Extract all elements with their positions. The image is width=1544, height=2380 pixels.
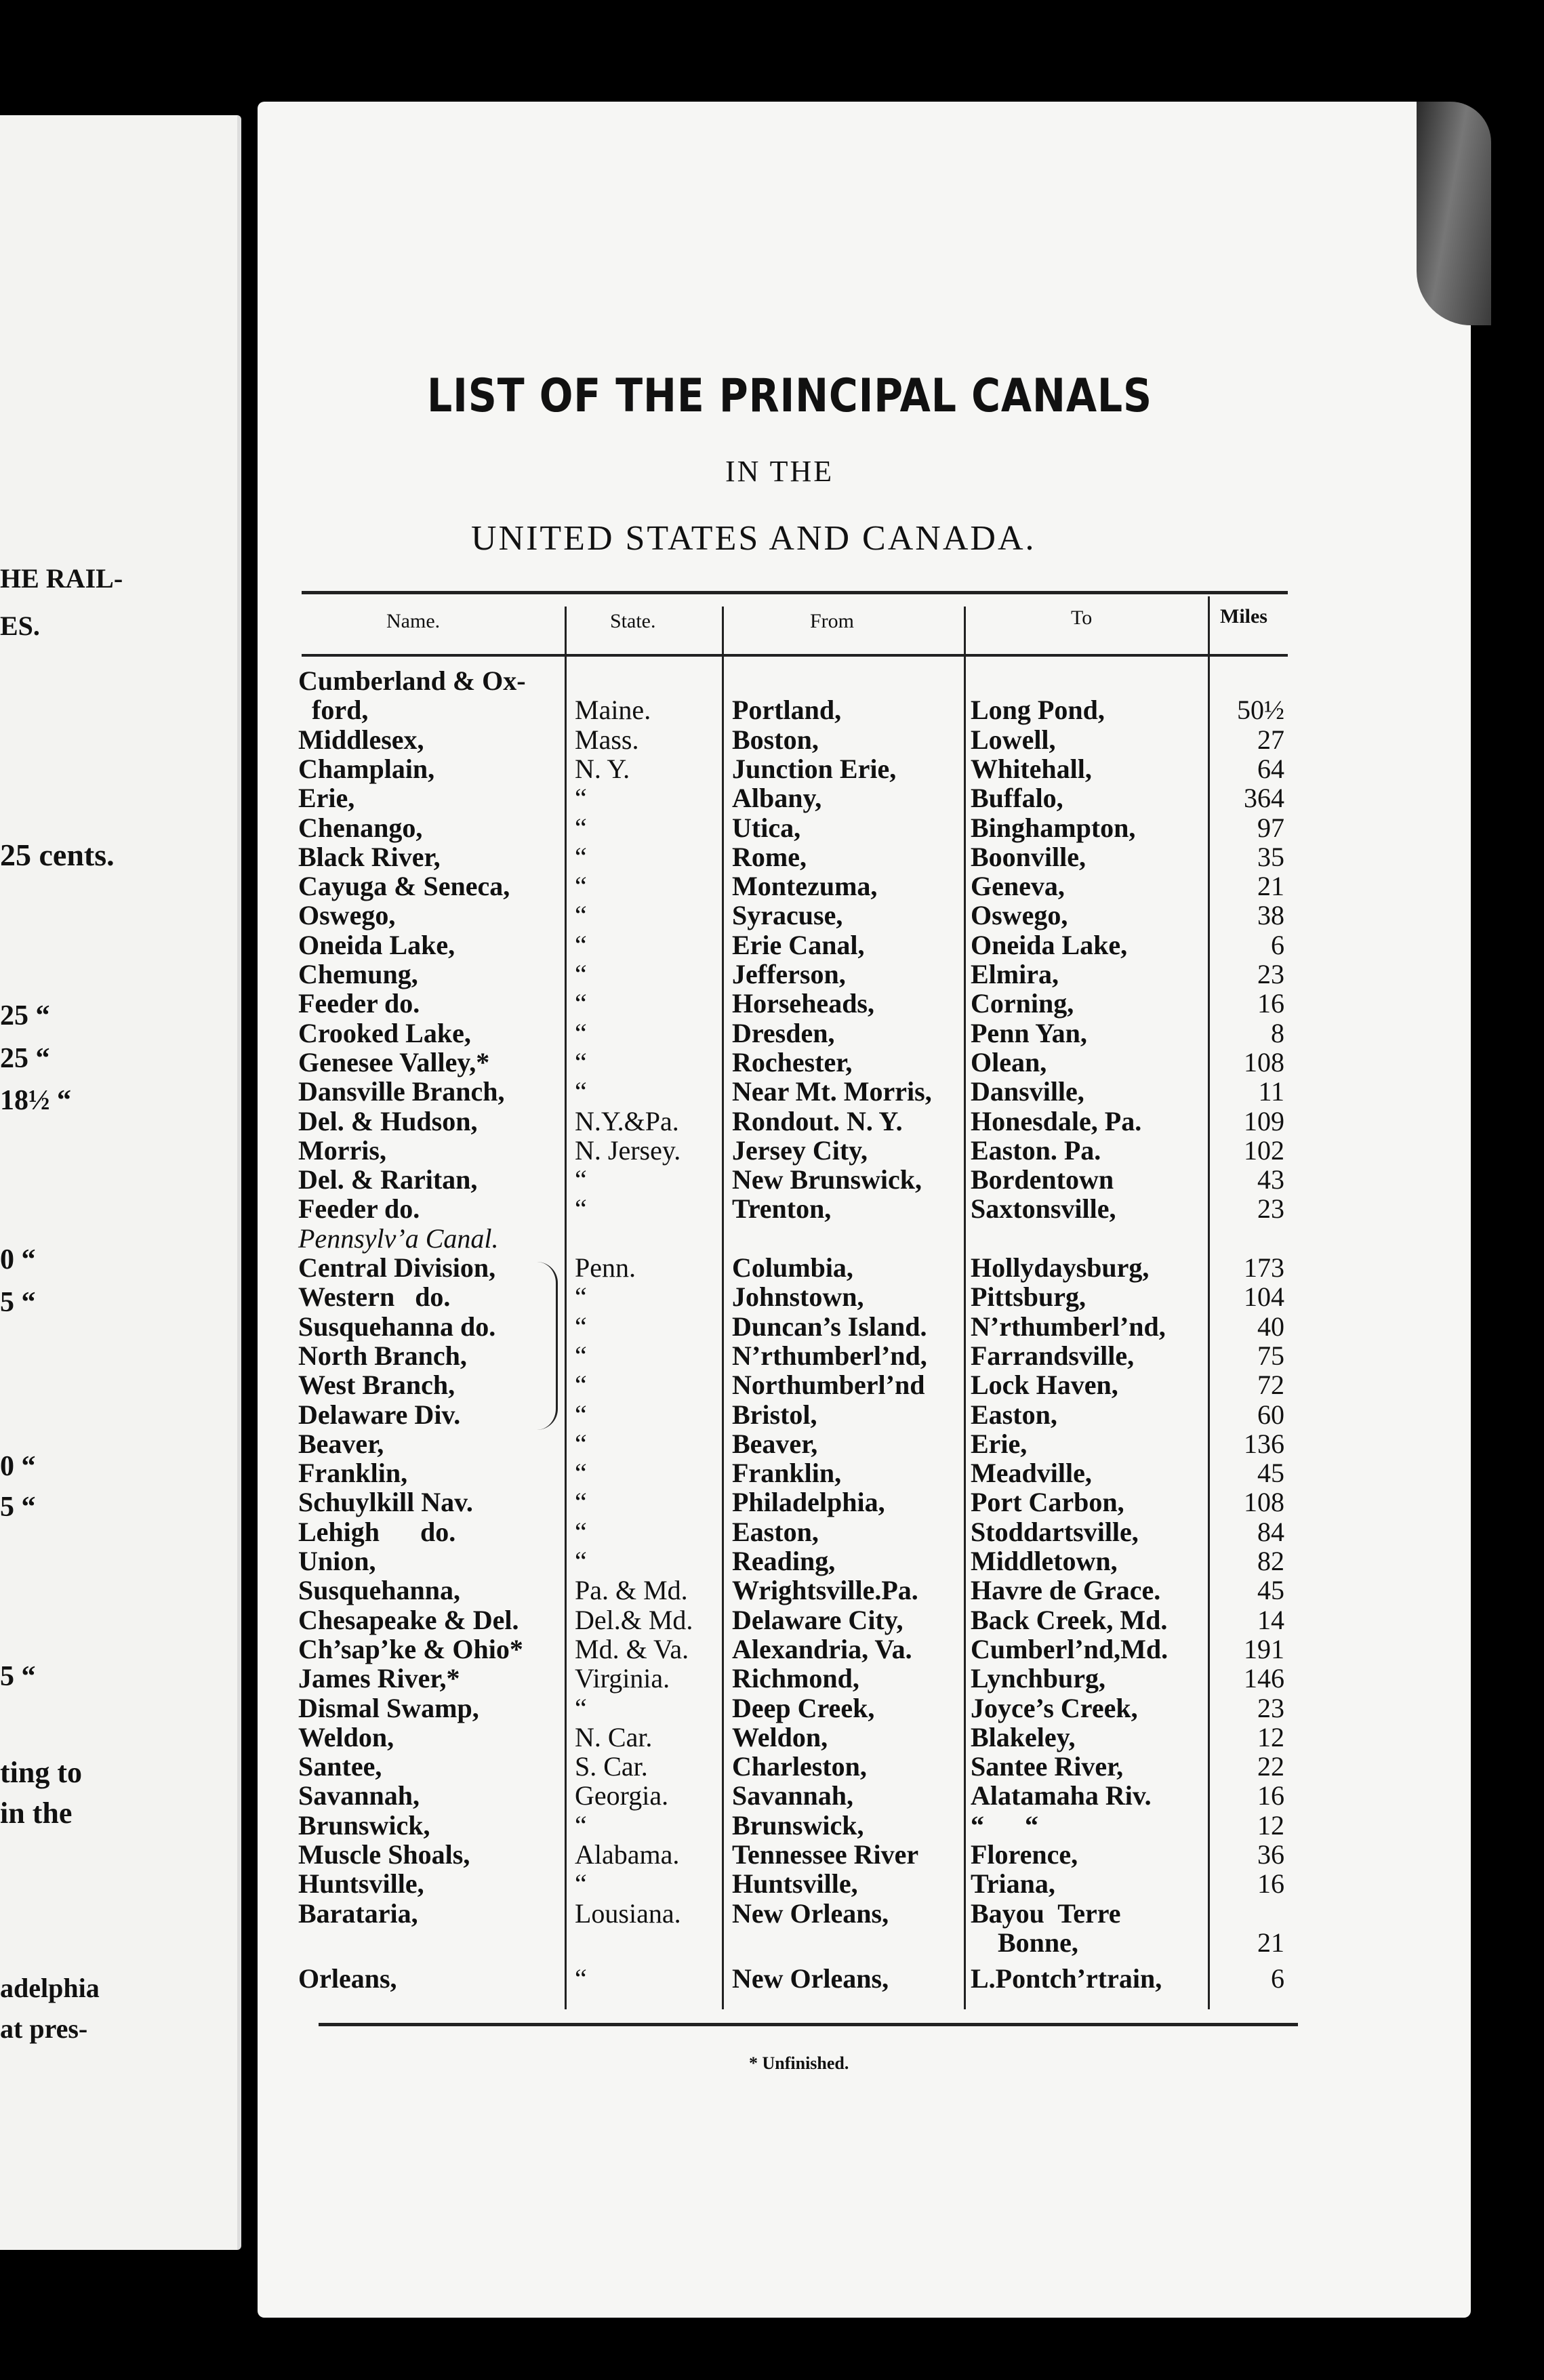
table-bottom-rule	[319, 2023, 1298, 2026]
cell-state: Del.& Md.	[575, 1604, 693, 1635]
cell-miles: 60	[1257, 1399, 1284, 1430]
cell-from: Trenton,	[732, 1193, 832, 1225]
cell-name: Weldon,	[298, 1721, 394, 1752]
cell-miles: 16	[1257, 1868, 1284, 1900]
cell-miles: 75	[1257, 1340, 1284, 1371]
cell-state: Pa. & Md.	[575, 1575, 688, 1606]
cell-state: “	[575, 871, 587, 902]
col-divider-3	[964, 607, 966, 2009]
left-page-fragment: 5 “	[0, 1492, 36, 1523]
cell-miles: 64	[1257, 753, 1284, 784]
cell-to: Long Pond,	[971, 695, 1105, 726]
cell-name: Dansville Branch,	[298, 1076, 505, 1107]
cell-to: Hollydaysburg,	[971, 1252, 1150, 1283]
cell-from: Horseheads,	[732, 988, 874, 1019]
cell-name: Feeder do.	[298, 988, 420, 1019]
cell-from: Jefferson,	[732, 959, 846, 989]
left-page-fragment: ting to	[0, 1756, 82, 1789]
cell-state: “	[575, 1370, 587, 1401]
cell-to: Whitehall,	[971, 753, 1092, 784]
cell-miles: 109	[1244, 1105, 1284, 1136]
cell-to: Corning,	[971, 988, 1074, 1019]
cell-state: “	[575, 1399, 587, 1430]
cell-name: Western do.	[298, 1281, 451, 1313]
cell-from: Rochester,	[732, 1046, 853, 1078]
cell-name: Susquehanna do.	[298, 1311, 496, 1342]
header-bottom-rule	[302, 654, 1288, 657]
cell-from: Beaver,	[732, 1428, 818, 1459]
cell-name: Ch’sap’ke & Ohio*	[298, 1633, 523, 1664]
cell-from: Franklin,	[732, 1458, 842, 1489]
cell-to: Saxtonsville,	[971, 1193, 1116, 1225]
left-page-fragment: ES.	[0, 611, 40, 641]
cell-name: Susquehanna,	[298, 1575, 461, 1606]
cell-to: Blakeley,	[971, 1721, 1076, 1752]
cell-from: Delaware City,	[732, 1604, 903, 1635]
left-page-fragment: 25 “	[0, 1000, 50, 1031]
cell-from: Jersey City,	[732, 1134, 868, 1166]
cell-miles: 16	[1257, 988, 1284, 1019]
cell-to: Lock Haven,	[971, 1370, 1118, 1401]
cell-state: “	[575, 1458, 587, 1489]
cell-state: “	[575, 1516, 587, 1547]
cell-state: “	[575, 1546, 587, 1576]
cell-miles: 36	[1257, 1839, 1284, 1870]
cell-to: Easton. Pa.	[971, 1134, 1101, 1166]
cell-from: Rome,	[732, 841, 807, 872]
cell-name: Oneida Lake,	[298, 929, 455, 960]
cell-name: Union,	[298, 1546, 376, 1576]
cell-to: Bayou Terre	[971, 1897, 1121, 1929]
cell-state: “	[575, 1164, 587, 1195]
cell-from: Tennessee River	[732, 1839, 919, 1870]
left-page-fragment: 25 “	[0, 1043, 50, 1074]
cell-miles: 108	[1244, 1046, 1284, 1078]
pennsylvania-brace	[537, 1262, 558, 1430]
left-page	[0, 115, 241, 2250]
cell-name: Crooked Lake,	[298, 1017, 471, 1048]
cell-to: Joyce’s Creek,	[971, 1692, 1138, 1723]
left-page-fragment: 0 “	[0, 1451, 36, 1482]
cell-name: Feeder do.	[298, 1193, 420, 1225]
cell-from: Columbia,	[732, 1252, 853, 1283]
cell-state: “	[575, 1311, 587, 1342]
cell-miles: 50½	[1237, 695, 1284, 726]
col-header-state: State.	[610, 610, 656, 632]
cell-state: “	[575, 1963, 587, 1994]
cell-state: Georgia.	[575, 1780, 669, 1811]
cell-miles: 8	[1271, 1017, 1284, 1048]
cell-from: Weldon,	[732, 1721, 828, 1752]
cell-to: N’rthumberl’nd,	[971, 1311, 1166, 1342]
cell-state: Virginia.	[575, 1663, 670, 1694]
cell-to: Havre de Grace.	[971, 1575, 1161, 1606]
cell-from: Richmond,	[732, 1663, 859, 1694]
cell-name: Chenango,	[298, 812, 423, 843]
footnote: * Unfinished.	[749, 2053, 849, 2073]
cell-to: Farrandsville,	[971, 1340, 1135, 1371]
cell-miles: 22	[1257, 1751, 1284, 1782]
cell-to: Meadville,	[971, 1458, 1092, 1489]
cell-name: Barataria,	[298, 1897, 418, 1929]
cell-name: Cumberland & Ox-	[298, 665, 526, 696]
cell-name: James River,*	[298, 1663, 460, 1694]
cell-from: Huntsville,	[732, 1868, 858, 1900]
cell-miles: 11	[1258, 1076, 1284, 1107]
cell-name: West Branch,	[298, 1370, 455, 1401]
cell-miles: 43	[1257, 1164, 1284, 1195]
cell-state: “	[575, 1046, 587, 1078]
left-page-fragment: 5 “	[0, 1287, 36, 1318]
cell-from: Philadelphia,	[732, 1487, 885, 1518]
cell-from: Reading,	[732, 1546, 836, 1576]
cell-miles: 146	[1244, 1663, 1284, 1694]
cell-from: Rondout. N. Y.	[732, 1105, 903, 1136]
cell-from: Dresden,	[732, 1017, 835, 1048]
cell-state: N.Y.&Pa.	[575, 1105, 679, 1136]
cell-miles: 38	[1257, 900, 1284, 931]
cell-to: Easton,	[971, 1399, 1057, 1430]
cell-from: Montezuma,	[732, 871, 878, 902]
cell-to: L.Pontch’rtrain,	[971, 1963, 1162, 1994]
cell-to: Erie,	[971, 1428, 1028, 1459]
cell-from: Deep Creek,	[732, 1692, 875, 1723]
left-page-fragment: HE RAIL-	[0, 563, 123, 594]
cell-state: “	[575, 1193, 587, 1225]
cell-to: Boonville,	[971, 841, 1086, 872]
cell-name: Oswego,	[298, 900, 396, 931]
cell-name: Delaware Div.	[298, 1399, 461, 1430]
cell-to: “ “	[971, 1809, 1038, 1841]
cell-from: New Orleans,	[732, 1897, 889, 1929]
cell-miles: 102	[1244, 1134, 1284, 1166]
cell-from: Near Mt. Morris,	[732, 1076, 932, 1107]
cell-name: Morris,	[298, 1134, 386, 1166]
cell-to: Buffalo,	[971, 783, 1063, 814]
cell-to: Geneva,	[971, 871, 1065, 902]
cell-miles: 364	[1244, 783, 1284, 814]
subtitle-line-2: UNITED STATES AND CANADA.	[471, 519, 1036, 558]
cell-name: North Branch,	[298, 1340, 467, 1371]
cell-name: Beaver,	[298, 1428, 384, 1459]
cell-state: “	[575, 1868, 587, 1900]
left-page-fragment: 25 cents.	[0, 838, 115, 872]
cell-name: Muscle Shoals,	[298, 1839, 470, 1870]
cell-miles: 6	[1271, 929, 1284, 960]
cell-state: “	[575, 900, 587, 931]
cell-miles: 173	[1244, 1252, 1284, 1283]
cell-to: Penn Yan,	[971, 1017, 1087, 1048]
cell-miles: 72	[1257, 1370, 1284, 1401]
cell-state: Mass.	[575, 724, 639, 755]
col-header-miles: Miles	[1220, 605, 1267, 628]
cell-from: Charleston,	[732, 1751, 867, 1782]
cell-to: Oneida Lake,	[971, 929, 1128, 960]
cell-name: Chemung,	[298, 959, 418, 989]
cell-to: Bonne,	[971, 1927, 1078, 1958]
cell-name: Brunswick,	[298, 1809, 430, 1841]
cell-to: Cumberl’nd,Md.	[971, 1633, 1169, 1664]
cell-miles: 104	[1244, 1281, 1284, 1313]
cell-to: Middletown,	[971, 1546, 1118, 1576]
col-header-from: From	[810, 610, 855, 632]
cell-state: “	[575, 1487, 587, 1518]
col-divider-1	[565, 607, 567, 2009]
page-curl	[1417, 102, 1491, 325]
cell-from: Wrightsville.Pa.	[732, 1575, 918, 1606]
page-title: LIST OF THE PRINCIPAL CANALS	[427, 369, 1153, 423]
cell-miles: 136	[1244, 1428, 1284, 1459]
cell-miles: 35	[1257, 841, 1284, 872]
cell-from: Erie Canal,	[732, 929, 865, 960]
cell-state: Penn.	[575, 1252, 636, 1283]
cell-miles: 23	[1257, 959, 1284, 989]
cell-state: “	[575, 812, 587, 843]
cell-miles: 108	[1244, 1487, 1284, 1518]
cell-to: Dansville,	[971, 1076, 1084, 1107]
cell-state: S. Car.	[575, 1751, 648, 1782]
cell-to: Alatamaha Riv.	[971, 1780, 1152, 1811]
cell-miles: 16	[1257, 1780, 1284, 1811]
cell-miles: 191	[1244, 1633, 1284, 1664]
cell-name: Santee,	[298, 1751, 382, 1782]
cell-to: Stoddartsville,	[971, 1516, 1139, 1547]
cell-miles: 21	[1257, 871, 1284, 902]
cell-to: Oswego,	[971, 900, 1068, 931]
cell-miles: 6	[1271, 1963, 1284, 1994]
cell-from: Brunswick,	[732, 1809, 864, 1841]
cell-to: Back Creek, Md.	[971, 1604, 1168, 1635]
cell-name: Erie,	[298, 783, 355, 814]
cell-name: Pennsylv’a Canal.	[298, 1223, 499, 1254]
cell-miles: 12	[1257, 1721, 1284, 1752]
cell-miles: 23	[1257, 1193, 1284, 1225]
cell-from: Syracuse,	[732, 900, 843, 931]
cell-name: Central Division,	[298, 1252, 496, 1283]
table-top-rule	[302, 591, 1288, 594]
cell-miles: 27	[1257, 724, 1284, 755]
cell-from: Albany,	[732, 783, 822, 814]
cell-from: Bristol,	[732, 1399, 817, 1430]
cell-miles: 82	[1257, 1546, 1284, 1576]
cell-state: Maine.	[575, 695, 651, 726]
cell-name: Chesapeake & Del.	[298, 1604, 519, 1635]
left-page-fragment: 18½ “	[0, 1085, 71, 1116]
cell-name: Lehigh do.	[298, 1516, 456, 1547]
cell-name: Orleans,	[298, 1963, 397, 1994]
cell-to: Elmira,	[971, 959, 1059, 989]
cell-state: “	[575, 1692, 587, 1723]
cell-state: “	[575, 841, 587, 872]
cell-name: Del. & Hudson,	[298, 1105, 478, 1136]
cell-from: Johnstown,	[732, 1281, 864, 1313]
cell-miles: 97	[1257, 812, 1284, 843]
cell-from: Northumberl’nd	[732, 1370, 925, 1401]
cell-from: Savannah,	[732, 1780, 853, 1811]
cell-from: Portland,	[732, 695, 842, 726]
cell-from: New Orleans,	[732, 1963, 889, 1994]
cell-state: N. Car.	[575, 1721, 653, 1752]
cell-name: Franklin,	[298, 1458, 408, 1489]
cell-miles: 23	[1257, 1692, 1284, 1723]
left-page-fragment: 5 “	[0, 1661, 36, 1692]
left-page-fragment: at pres-	[0, 2013, 88, 2044]
cell-from: N’rthumberl’nd,	[732, 1340, 927, 1371]
cell-name: Cayuga & Seneca,	[298, 871, 510, 902]
cell-state: Lousiana.	[575, 1897, 681, 1929]
cell-name: Huntsville,	[298, 1868, 424, 1900]
cell-from: Easton,	[732, 1516, 819, 1547]
cell-to: Olean,	[971, 1046, 1047, 1078]
subtitle-line-1: IN THE	[725, 455, 834, 488]
cell-state: “	[575, 959, 587, 989]
cell-state: “	[575, 929, 587, 960]
left-page-fragment: 0 “	[0, 1244, 36, 1275]
cell-state: Alabama.	[575, 1839, 680, 1870]
cell-state: “	[575, 1281, 587, 1313]
cell-state: “	[575, 1809, 587, 1841]
cell-state: “	[575, 1428, 587, 1459]
col-divider-4	[1208, 596, 1210, 2009]
cell-miles: 40	[1257, 1311, 1284, 1342]
cell-state: “	[575, 1017, 587, 1048]
cell-name: Middlesex,	[298, 724, 424, 755]
cell-miles: 84	[1257, 1516, 1284, 1547]
cell-name: Champlain,	[298, 753, 435, 784]
cell-to: Santee River,	[971, 1751, 1124, 1782]
cell-miles: 21	[1257, 1927, 1284, 1958]
cell-state: Md. & Va.	[575, 1633, 689, 1664]
cell-name: Savannah,	[298, 1780, 420, 1811]
cell-from: Alexandria, Va.	[732, 1633, 912, 1664]
cell-miles: 14	[1257, 1604, 1284, 1635]
cell-miles: 45	[1257, 1575, 1284, 1606]
cell-name: Del. & Raritan,	[298, 1164, 478, 1195]
col-header-name: Name.	[386, 610, 441, 632]
cell-state: N. Y.	[575, 753, 630, 784]
cell-to: Lynchburg,	[971, 1663, 1105, 1694]
cell-to: Pittsburg,	[971, 1281, 1086, 1313]
left-page-fragment: in the	[0, 1797, 73, 1830]
cell-to: Triana,	[971, 1868, 1055, 1900]
cell-miles: 45	[1257, 1458, 1284, 1489]
cell-name: Dismal Swamp,	[298, 1692, 479, 1723]
cell-to: Binghampton,	[971, 812, 1136, 843]
cell-name: Schuylkill Nav.	[298, 1487, 473, 1518]
cell-to: Lowell,	[971, 724, 1056, 755]
cell-name: Genesee Valley,*	[298, 1046, 490, 1078]
cell-to: Honesdale, Pa.	[971, 1105, 1142, 1136]
col-divider-2	[722, 607, 724, 2009]
cell-from: Boston,	[732, 724, 819, 755]
left-page-fragment: adelphia	[0, 1973, 100, 2003]
cell-state: “	[575, 1076, 587, 1107]
cell-from: New Brunswick,	[732, 1164, 922, 1195]
cell-to: Port Carbon,	[971, 1487, 1124, 1518]
cell-from: Junction Erie,	[732, 753, 897, 784]
cell-name: Black River,	[298, 841, 441, 872]
cell-miles: 12	[1257, 1809, 1284, 1841]
cell-to: Florence,	[971, 1839, 1078, 1870]
cell-from: Utica,	[732, 812, 801, 843]
cell-from: Duncan’s Island.	[732, 1311, 927, 1342]
col-header-to: To	[1071, 607, 1093, 629]
cell-state: “	[575, 1340, 587, 1371]
cell-state: N. Jersey.	[575, 1134, 681, 1166]
cell-to: Bordentown	[971, 1164, 1114, 1195]
cell-state: “	[575, 783, 587, 814]
cell-state: “	[575, 988, 587, 1019]
cell-name: ford,	[298, 695, 369, 726]
